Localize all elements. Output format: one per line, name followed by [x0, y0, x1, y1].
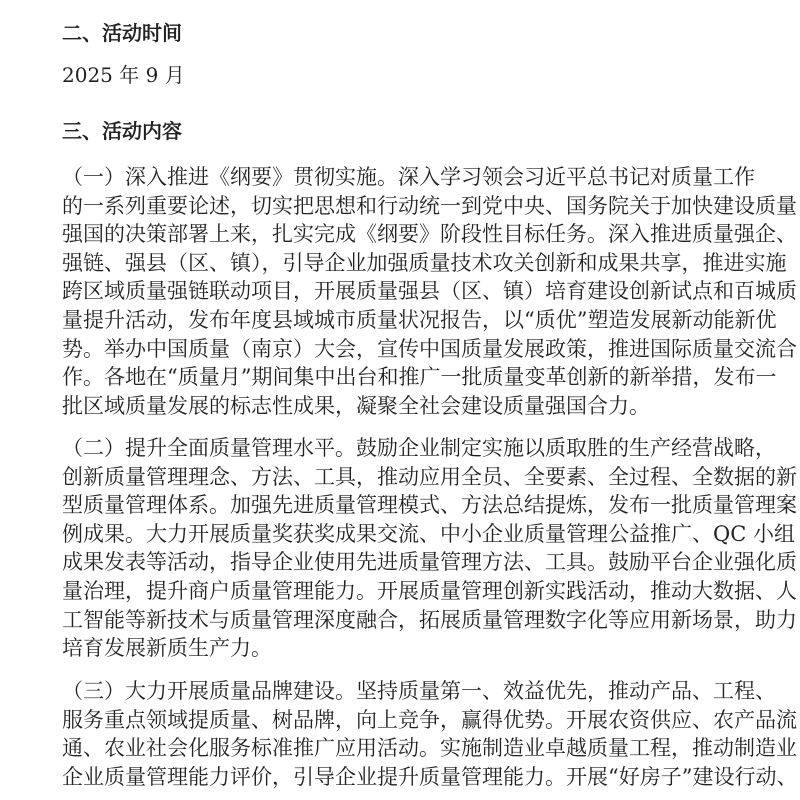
text-line: 培育发展新质生产力。 — [62, 636, 272, 661]
text-line: 强链、强县（区、镇），引导企业加强质量技术攻关创新和成果共享，推进实施 — [62, 250, 787, 275]
text-line: （三）大力开展质量品牌建设。坚持质量第一、效益优先，推动产品、工程、 — [62, 679, 776, 703]
activity-date: 2025 年 9 月 — [62, 63, 185, 87]
paragraph-quality-brand — [62, 677, 798, 791]
text-line: 服务重点领域提质量、树品牌，向上竞争，赢得优势。开展农资供应、农产品流 — [62, 707, 797, 732]
text-line: 势。举办中国质量（南京）大会，宣传中国质量发展政策，推进国际质量交流合 — [62, 336, 797, 361]
text-line: 成果发表等活动，指导企业使用先进质量管理方法、工具。鼓励平台企业强化质 — [62, 550, 797, 575]
text-line: 型质量管理体系。加强先进质量管理模式、方法总结提炼，发布一批质量管理案 — [62, 493, 797, 518]
text-line: 创新质量管理理念、方法、工具，推动应用全员、全要素、全过程、全数据的新 — [62, 464, 797, 489]
text-line: 作。各地在“质量月”期间集中出台和推广一批质量变革创新的新举措，发布一 — [62, 365, 777, 390]
text-line: 跨区域质量强链联动项目，开展质量强县（区、镇）培育建设创新试点和百城质 — [62, 279, 797, 304]
text-line: （二）提升全面质量管理水平。鼓励企业制定实施以质取胜的生产经营战略， — [62, 436, 776, 460]
text-line: 的一系列重要论述，切实把思想和行动统一到党中央、国务院关于加快建设质量 — [62, 193, 797, 218]
paragraph-implement-outline — [62, 163, 797, 420]
text-line: 企业质量管理能力评价，引导企业提升质量管理能力。开展“好房子”建设行动、 — [62, 764, 798, 789]
text-line: 通、农业社会化服务标准推广应用活动。实施制造业卓越质量工程，推动制造业 — [62, 736, 797, 761]
text-line: 量提升活动，发布年度县域城市质量状况报告，以“质优”塑造发展新动能新优 — [62, 307, 777, 332]
text-line: 例成果。大力开展质量奖获奖成果交流、中小企业质量管理公益推广、QC 小组 — [62, 521, 795, 546]
text-line: 工智能等新技术与质量管理深度融合，拓展质量管理数字化等应用新场景，助力 — [62, 607, 797, 632]
text-line: （一）深入推进《纲要》贯彻实施。深入学习领会习近平总书记对质量工作 — [62, 165, 755, 189]
text-line: 强国的决策部署上来，扎实完成《纲要》阶段性目标任务。深入推进质量强企、 — [62, 222, 797, 247]
section-heading-activity-content: 三、活动内容 — [62, 119, 182, 143]
text-line: 批区域质量发展的标志性成果，凝聚全社会建设质量强国合力。 — [62, 393, 650, 418]
paragraph-quality-management — [62, 434, 797, 663]
section-heading-activity-time: 二、活动时间 — [62, 21, 182, 45]
text-line: 量治理，提升商户质量管理能力。开展质量管理创新实践活动，推动大数据、人 — [62, 578, 797, 603]
